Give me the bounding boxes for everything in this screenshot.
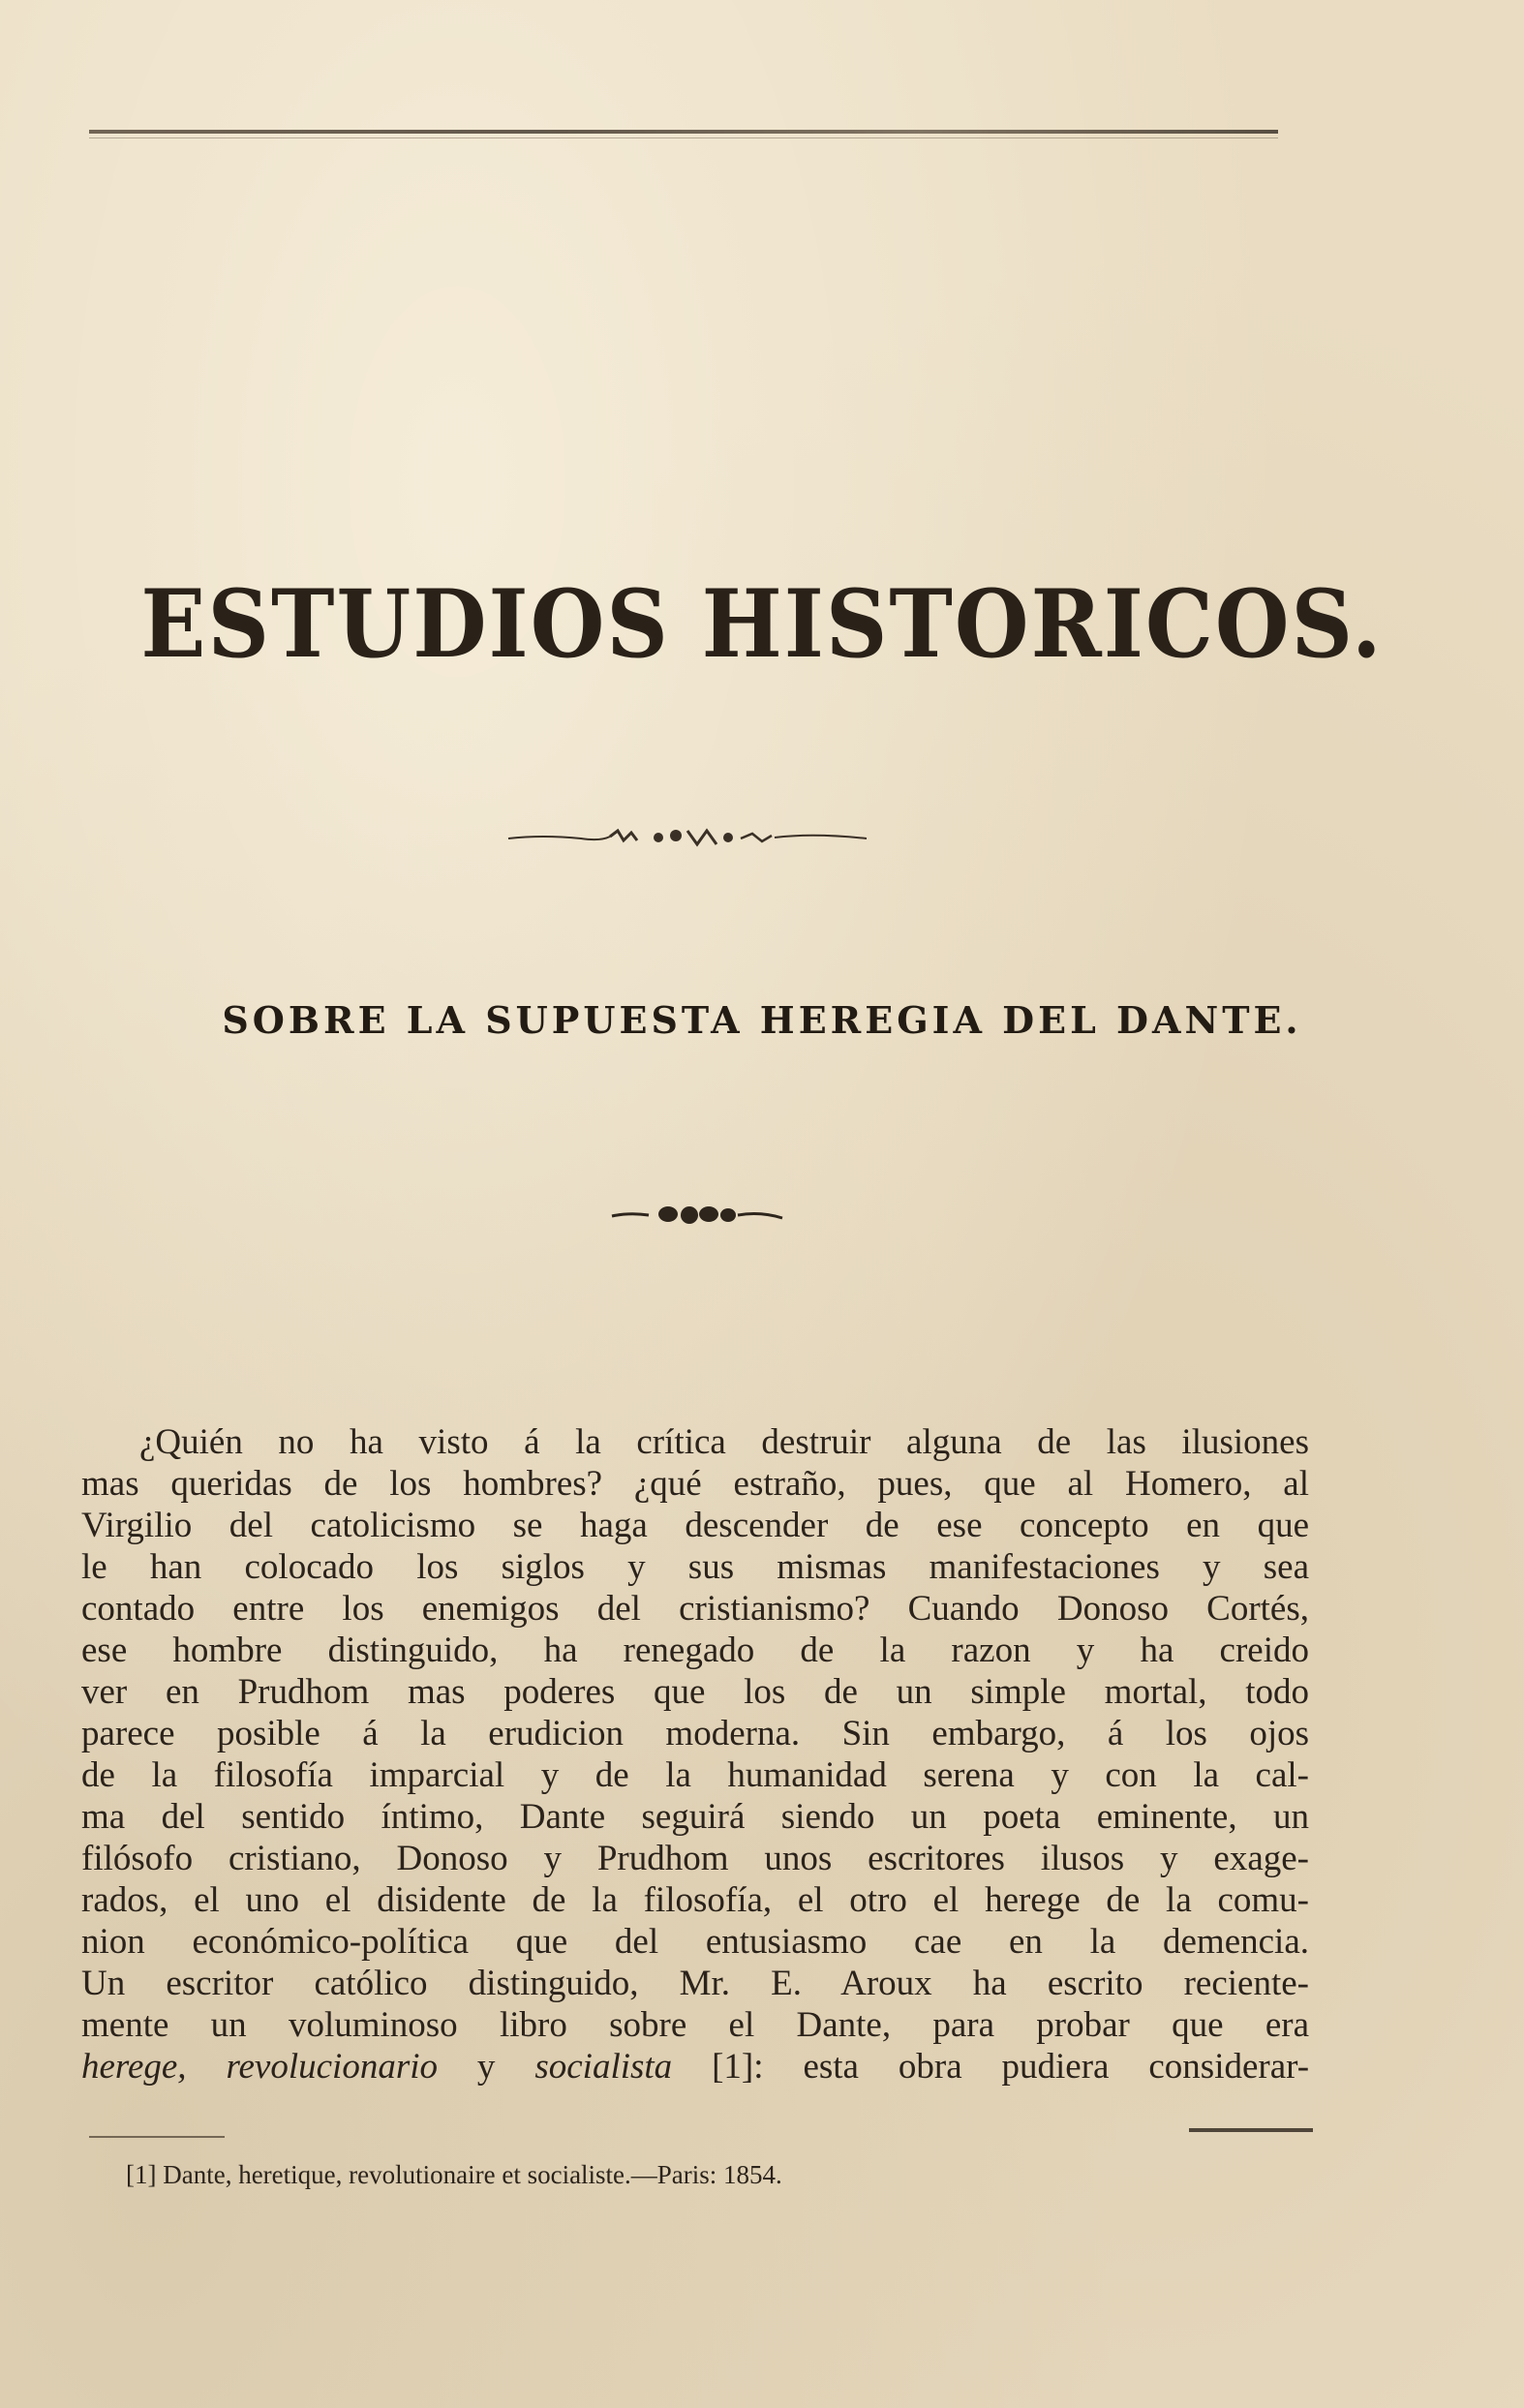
body-line: nion económico-política que del entusiasmo cae en la demencia.: [81, 1922, 1309, 1962]
body-line: rados, el uno el disidente de la filosofía, el otro el herege de la comu-: [81, 1880, 1309, 1920]
body-line: ese hombre distinguido, ha renegado de la razon y ha creido: [81, 1631, 1309, 1670]
italic-word: socialista: [534, 2047, 673, 2087]
body-text: [81, 1421, 1309, 2088]
body-line: Virgilio del catolicismo se haga descender de ese concepto en que: [81, 1506, 1309, 1545]
body-line: ¿Quién no ha visto á la crítica destruir alguna de las ilusiones: [139, 1422, 1309, 1462]
body-line: le han colocado los siglos y sus mismas manifestaciones y sea: [81, 1547, 1309, 1587]
ornament-divider-icon: [503, 823, 871, 852]
body-line: mente un voluminoso libro sobre el Dante, para probar que era: [81, 2005, 1309, 2045]
body-last-line: [81, 2046, 1309, 2088]
catchword-rule: [1189, 2128, 1313, 2132]
plain-word: y: [476, 2047, 496, 2087]
body-line: ver en Prudhom mas poderes que los de un simple mortal, todo: [81, 1672, 1309, 1712]
body-line: de la filosofía imparcial y de la humanidad serena y con la cal-: [81, 1755, 1309, 1795]
small-ornament-icon: [610, 1201, 784, 1230]
top-rule: [89, 130, 1278, 134]
italic-word: herege,: [81, 2047, 187, 2087]
article-subtitle: SOBRE LA SUPUESTA HEREGIA DEL DANTE.: [222, 998, 1302, 1042]
body-line: mas queridas de los hombres? ¿qué estraño, pues, que al Homero, al: [81, 1464, 1309, 1504]
body-line: parece posible á la erudicion moderna. Sin embargo, á los ojos: [81, 1714, 1309, 1753]
footnote: [1] Dante, heretique, revolutionaire et socialiste.—Paris: 1854.: [126, 2160, 782, 2189]
main-title: ESTUDIOS HISTORICOS.: [140, 567, 1384, 680]
body-line: ma del sentido íntimo, Dante seguirá siendo un poeta eminente, un: [81, 1797, 1309, 1837]
footnote-rule: [89, 2136, 225, 2138]
italic-word: revolucionario: [226, 2047, 438, 2087]
body-line: contado entre los enemigos del cristianismo? Cuando Donoso Cortés,: [81, 1589, 1309, 1629]
plain-word: [1]: esta obra pudiera considerar-: [712, 2047, 1310, 2087]
body-line: Un escritor católico distinguido, Mr. E. Aroux ha escrito reciente-: [81, 1964, 1309, 2003]
top-rule-thin: [89, 137, 1278, 138]
body-line: filósofo cristiano, Donoso y Prudhom unos escritores ilusos y exage-: [81, 1839, 1309, 1878]
